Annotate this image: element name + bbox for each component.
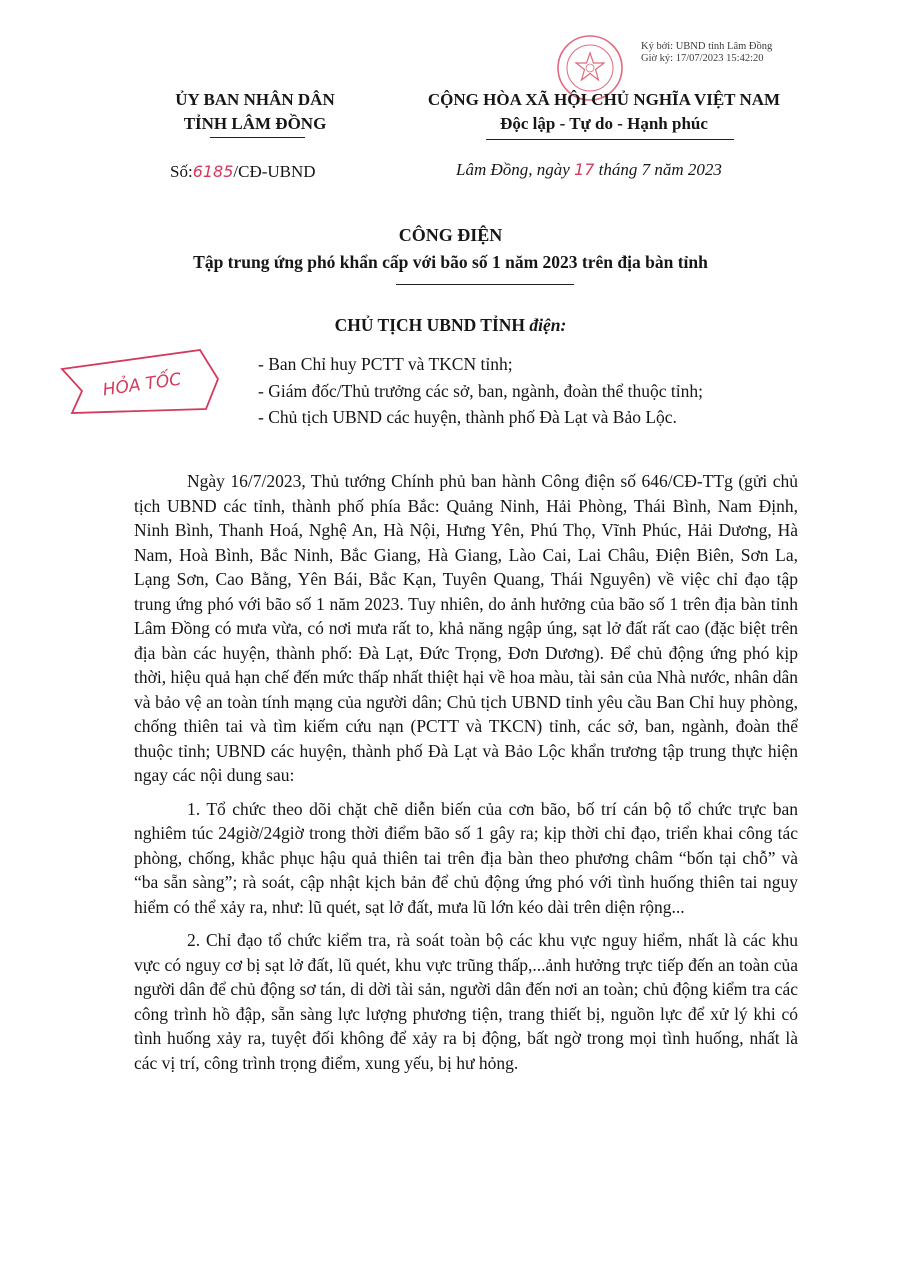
date-day-handwritten: 17 — [574, 160, 595, 179]
title-underline — [396, 284, 574, 285]
chairman-heading-italic: điện: — [529, 315, 567, 335]
body-paragraph-2: 2. Chỉ đạo tổ chức kiểm tra, rà soát toàn bộ các khu vực nguy hiểm, nhất là các khu vực có nguy cơ bị sạt lở đất, lũ quét, khu vực trũng thấp,...ảnh hưởng trực tiếp đến an toàn của người dân để chủ động sơ tán, di dời tài sản, người dân đến nơi an toàn; chủ động kiểm tra các công trình hồ đập, sẵn sàng lực lượng phương tiện, trang thiết bị, nguồn lực để xử lý khi có tình huống xảy ra, tuyệt đối không để xảy ra bị động, bất ngờ trong mọi tình huống, nhất là các vị trí, công trình trọng điểm, xung yếu, bị hư hỏng. — [134, 930, 798, 1073]
urgent-stamp-icon — [58, 347, 223, 417]
chairman-heading-bold: CHỦ TỊCH UBND TỈNH — [334, 315, 530, 335]
signature-signer: Ký bởi: UBND tỉnh Lâm Đồng — [641, 41, 773, 52]
motto-underline — [486, 139, 734, 140]
org-underline — [210, 137, 305, 138]
nation-motto: Độc lập - Tự do - Hạnh phúc — [500, 114, 708, 133]
document-number-handwritten: 6185 — [192, 162, 234, 181]
issuing-organization — [150, 88, 360, 136]
document-body — [134, 469, 798, 1084]
document-number-prefix: Số: — [170, 162, 193, 181]
chairman-heading — [0, 312, 901, 338]
body-paragraph-1: 1. Tổ chức theo dõi chặt chẽ diễn biến của cơn bão, bố trí cán bộ tổ chức trực ban nghiêm túc 24giờ/24giờ trong thời điểm bão số 1 gây ra; kịp thời chỉ đạo, triển khai công tác phòng, chống, khắc phục hậu quả thiên tai trên địa bàn theo phương châm “bốn tại chỗ” và “ba sẵn sàng”; rà soát, cập nhật kịch bản để chủ động ứng phó với tình huống thiên tai nguy hiểm có thể xảy ra, như: lũ quét, sạt lở đất, mưa lũ lớn kéo dài trên diện rộng... — [134, 798, 798, 917]
recipient-item: - Ban Chỉ huy PCTT và TKCN tỉnh; — [258, 354, 513, 374]
recipients-list — [258, 351, 703, 431]
document-number — [170, 161, 316, 183]
document-title: CÔNG ĐIỆN — [398, 225, 503, 245]
urgent-stamp — [58, 347, 223, 417]
date-suffix: tháng 7 năm 2023 — [594, 160, 722, 179]
urgent-stamp-text: HỎA TỐC — [101, 369, 183, 401]
digital-signature — [641, 41, 772, 65]
body-paragraph-intro: Ngày 16/7/2023, Thủ tướng Chính phủ ban hành Công điện số 646/CĐ-TTg (gửi chủ tịch UBND các tỉnh, thành phố phía Bắc: Quảng Ninh, Hải Phòng, Thái Bình, Nam Định, Ninh Bình, Thanh Hoá, Nghệ An, Hà Nội, Hưng Yên, Phú Thọ, Vĩnh Phúc, Hải Dương, Hà Nam, Hoà Bình, Bắc Ninh, Bắc Giang, Hà Giang, Lào Cai, Lai Châu, Điện Biên, Sơn La, Lạng Sơn, Cao Bằng, Yên Bái, Bắc Kạn, Tuyên Quang, Thái Nguyên) về việc chỉ đạo tập trung ứng phó với bão số 1 năm 2023. Tuy nhiên, do ảnh hưởng của bão số 1 trên địa bàn tỉnh Lâm Đồng có mưa vừa, có nơi mưa rất to, khả năng ngập úng, sạt lở đất rất cao (đặc biệt trên địa bàn các huyện, thành phố: Đà Lạt, Đức Trọng, Đơn Dương). Để chủ động ứng phó kịp thời, hiệu quả hạn chế đến mức thấp nhất thiệt hại về hoa màu, tài sản của Nhà nước, nhân dân và bảo vệ an toàn tính mạng của người dân; Chủ tịch UBND tỉnh yêu cầu Ban Chỉ huy phòng, chống thiên tai và tìm kiếm cứu nạn (PCTT và TKCN) tỉnh, các sở, ban, ngành, đoàn thể thuộc tỉnh; UBND các huyện, thành phố Đà Lạt và Bảo Lộc khẩn trương tập trung thực hiện ngay các nội dung sau: — [134, 471, 798, 785]
document-subtitle: Tập trung ứng phó khẩn cấp với bão số 1 năm 2023 trên địa bàn tỉnh — [193, 252, 708, 272]
signature-time: Giờ ký: 17/07/2023 15:42:20 — [641, 53, 764, 64]
recipient-item: - Chủ tịch UBND các huyện, thành phố Đà Lạt và Bảo Lộc. — [258, 407, 677, 427]
document-number-suffix: /CĐ-UBND — [233, 162, 316, 181]
date-prefix: Lâm Đồng, ngày — [456, 160, 575, 179]
national-motto — [388, 88, 820, 136]
org-line-1: ỦY BAN NHÂN DÂN — [175, 90, 335, 109]
recipient-item: - Giám đốc/Thủ trưởng các sở, ban, ngành, đoàn thể thuộc tỉnh; — [258, 380, 703, 401]
nation-name: CỘNG HÒA XÃ HỘI CHỦ NGHĨA VIỆT NAM — [427, 90, 781, 109]
document-date — [456, 159, 722, 181]
org-line-2: TỈNH LÂM ĐỒNG — [183, 114, 327, 133]
